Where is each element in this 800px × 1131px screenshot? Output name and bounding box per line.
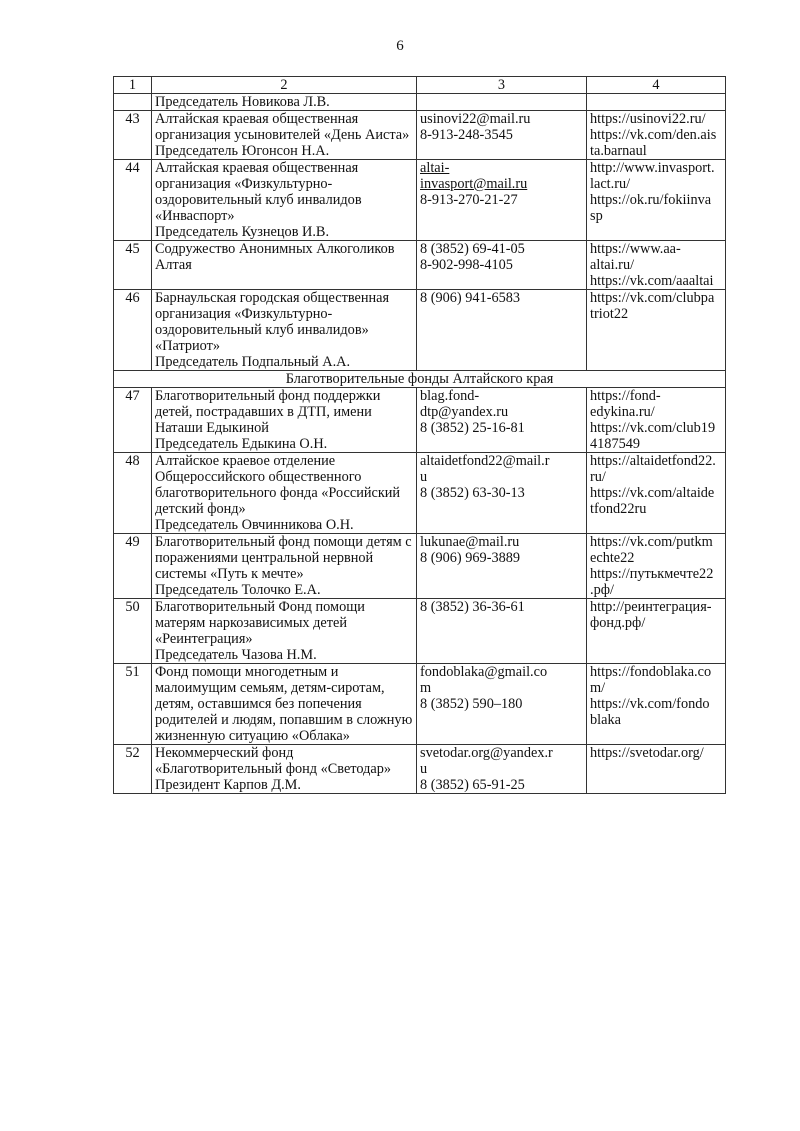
number-cell: 47 <box>114 388 152 453</box>
organization-cell: Благотворительный фонд помощи детям с поражениями центральной нервной системы «Путь к мечте» Председатель Толочко Е.А. <box>152 534 417 599</box>
organization-cell: Алтайское краевое отделение Общероссийского общественного благотворительного фонда «Российский детский фонд» Председатель Овчинникова О.Н. <box>152 453 417 534</box>
organization-cell: Фонд помощи многодетным и малоимущим семьям, детям-сиротам, детям, оставшимся без попечения родителей и людям, попавшим в сложную жизненную ситуацию «Облака» <box>152 664 417 745</box>
organization-cell: Благотворительный Фонд помощи матерям наркозависимых детей «Реинтеграция» Председатель Чазова Н.М. <box>152 599 417 664</box>
contacts-cell <box>417 94 587 111</box>
number-cell: 51 <box>114 664 152 745</box>
number-cell: 45 <box>114 241 152 290</box>
number-cell: 48 <box>114 453 152 534</box>
number-cell: 46 <box>114 290 152 371</box>
contacts-cell: altaidetfond22@mail.r u 8 (3852) 63-30-13 <box>417 453 587 534</box>
header-cell-2: 2 <box>152 77 417 94</box>
contacts-cell: fondoblaka@gmail.co m 8 (3852) 590–180 <box>417 664 587 745</box>
table-row <box>114 111 726 160</box>
phone-text: 8-913-270-21-27 <box>420 192 518 208</box>
organization-cell: Некоммерческий фонд «Благотворительный фонд «Светодар» Президент Карпов Д.М. <box>152 745 417 794</box>
links-cell[interactable]: https://fond- edykina.ru/ https://vk.com/club19 4187549 <box>587 388 726 453</box>
contacts-cell: usinovi22@mail.ru 8-913-248-3545 <box>417 111 587 160</box>
table-row <box>114 534 726 599</box>
header-cell-1: 1 <box>114 77 152 94</box>
links-cell[interactable]: http://www.invasport. lact.ru/ https://ok.ru/fokiinva sp <box>587 160 726 241</box>
organization-cell: Благотворительный фонд поддержки детей, пострадавших в ДТП, имени Наташи Едыкиной Председатель Едыкина О.Н. <box>152 388 417 453</box>
contacts-cell: 8 (906) 941-6583 <box>417 290 587 371</box>
header-cell-4: 4 <box>587 77 726 94</box>
number-cell: 44 <box>114 160 152 241</box>
header-cell-3: 3 <box>417 77 587 94</box>
table-row <box>114 599 726 664</box>
organization-cell: Алтайская краевая общественная организация усыновителей «День Аиста» Председатель Югонсон Н.А. <box>152 111 417 160</box>
number-cell <box>114 94 152 111</box>
table-row <box>114 388 726 453</box>
section-title: Благотворительные фонды Алтайского края <box>114 371 726 388</box>
table-row <box>114 241 726 290</box>
email-link[interactable]: altai- invasport@mail.ru <box>420 160 528 192</box>
links-cell[interactable]: http://реинтеграция- фонд.рф/ <box>587 599 726 664</box>
links-cell <box>587 94 726 111</box>
contacts-cell: blag.fond- dtp@yandex.ru 8 (3852) 25-16-81 <box>417 388 587 453</box>
organization-cell: Алтайская краевая общественная организация «Физкультурно-оздоровительный клуб инвалидов «Инваспорт» Председатель Кузнецов И.В. <box>152 160 417 241</box>
links-cell[interactable]: https://usinovi22.ru/ https://vk.com/den.ais ta.barnaul <box>587 111 726 160</box>
table-row <box>114 453 726 534</box>
contacts-cell: lukunae@mail.ru 8 (906) 969-3889 <box>417 534 587 599</box>
organizations-table <box>113 76 726 794</box>
links-cell[interactable]: https://www.aa- altai.ru/ https://vk.com/aaaltai <box>587 241 726 290</box>
section-row <box>114 371 726 388</box>
contacts-cell: 8 (3852) 69-41-05 8-902-998-4105 <box>417 241 587 290</box>
number-cell: 49 <box>114 534 152 599</box>
table-row <box>114 290 726 371</box>
organization-cell: Председатель Новикова Л.В. <box>152 94 417 111</box>
links-cell[interactable]: https://vk.com/clubpa triot22 <box>587 290 726 371</box>
contacts-cell <box>417 160 587 241</box>
organization-cell: Барнаульская городская общественная организация «Физкультурно-оздоровительный клуб инвалидов» «Патриот» Председатель Подпальный А.А. <box>152 290 417 371</box>
table-row <box>114 745 726 794</box>
links-cell[interactable]: https://altaidetfond22. ru/ https://vk.com/altaide tfond22ru <box>587 453 726 534</box>
links-cell[interactable]: https://fondoblaka.co m/ https://vk.com/fondo blaka <box>587 664 726 745</box>
header-row <box>114 77 726 94</box>
number-cell: 43 <box>114 111 152 160</box>
links-cell[interactable]: https://vk.com/putkm echte22 https://путькмечте22 .рф/ <box>587 534 726 599</box>
contacts-cell: 8 (3852) 36-36-61 <box>417 599 587 664</box>
contacts-cell: svetodar.org@yandex.r u 8 (3852) 65-91-25 <box>417 745 587 794</box>
links-cell[interactable]: https://svetodar.org/ <box>587 745 726 794</box>
page-number: 6 <box>396 38 404 54</box>
number-cell: 52 <box>114 745 152 794</box>
table-row <box>114 160 726 241</box>
carryover-row <box>114 94 726 111</box>
number-cell: 50 <box>114 599 152 664</box>
organization-cell: Содружество Анонимных Алкоголиков Алтая <box>152 241 417 290</box>
table-row <box>114 664 726 745</box>
